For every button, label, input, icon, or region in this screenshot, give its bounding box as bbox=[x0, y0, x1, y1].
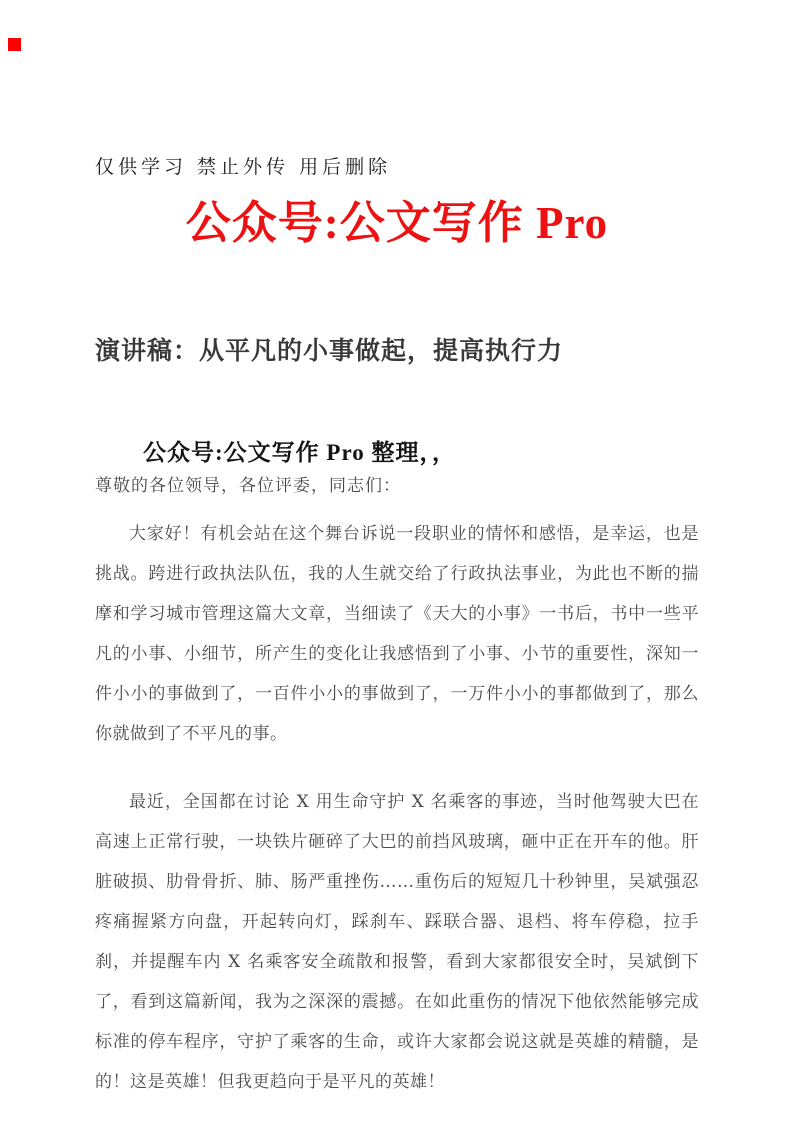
disclaimer-text: 仅供学习 禁止外传 用后删除 bbox=[95, 156, 392, 178]
paragraph-2: 最近，全国都在讨论 X 用生命守护 X 名乘客的事迹，当时他驾驶大巴在高速上正常行驶，一块铁片砸碎了大巴的前挡风玻璃，砸中正在开车的他。肝脏破损、肋骨骨折、肺、肠严重挫伤……重伤后的短短几十秒钟里，吴斌强忍疼痛握紧方向盘，开起转向灯，踩刹车、踩联合器、退档、将车停稳，拉手刹，并提醒车内 X 名乘客安全疏散和报警，看到大家都很安全时，吴斌倒下了，看到这篇新闻，我为之深深的震撼。在如此重伤的情况下他依然能够完成标准的停车程序，守护了乘客的生命，或许大家都会说这就是英雄的精髓，是的！这是英雄！但我更趋向于是平凡的英雄！ bbox=[95, 792, 699, 1092]
byline: 公众号:公文写作 Pro 整理，， bbox=[143, 440, 457, 465]
paragraph-1: 大家好！有机会站在这个舞台诉说一段职业的情怀和感悟，是幸运，也是挑战。跨进行政执法队伍，我的人生就交给了行政执法事业，为此也不断的揣摩和学习城市管理这篇大文章，当细读了《天大的小事》一书后，书中一些平凡的小事、小细节，所产生的变化让我感悟到了小事、小节的重要性，深知一件小小的事做到了，一百件小小的事做到了，一万件小小的事都做到了，那么你就做到了不平凡的事。 bbox=[95, 524, 699, 744]
document-title: 演讲稿：从平凡的小事做起，提高执行力 bbox=[95, 337, 564, 365]
document-content bbox=[95, 0, 699, 1102]
greeting-line: 尊敬的各位领导，各位评委，同志们： bbox=[95, 476, 401, 496]
banner-title: 公众号:公文写作 Pro bbox=[185, 198, 609, 248]
red-square-marker bbox=[8, 38, 21, 51]
